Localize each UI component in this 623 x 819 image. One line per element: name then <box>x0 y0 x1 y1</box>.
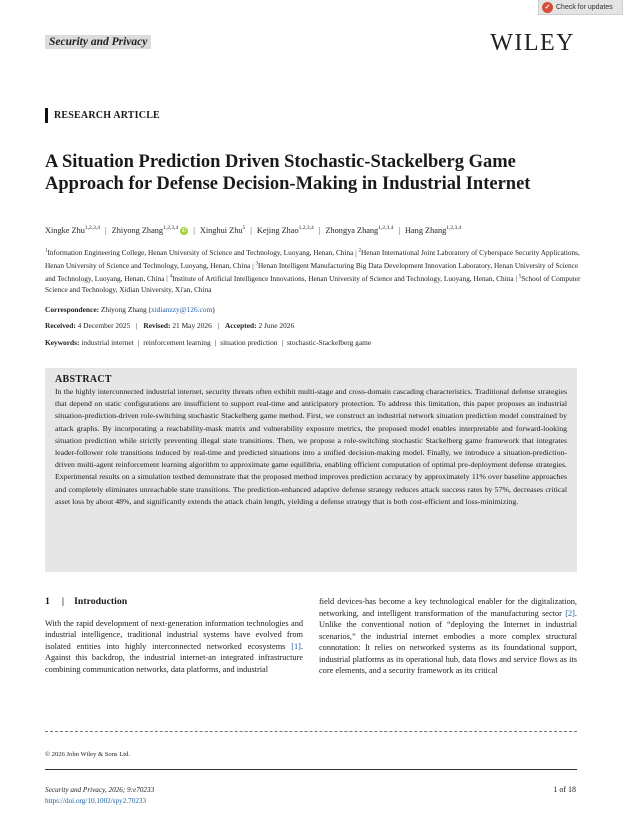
keyword: situation prediction <box>220 338 278 347</box>
keyword: stochastic-Stackelberg game <box>286 338 372 347</box>
article-type: RESEARCH ARTICLE <box>45 108 160 123</box>
doi-link[interactable]: https://doi.org/10.1002/spy2.70233 <box>45 796 147 805</box>
author-separator: | <box>398 225 400 235</box>
paper-title: A Situation Prediction Driven Stochastic-Stackelberg Game Approach for Defense Decision-Making in Industrial Internet <box>45 152 531 194</box>
author-affiliation-marker: 1,2,3,4 <box>298 225 314 231</box>
accepted-date: 2 June 2026 <box>258 321 295 330</box>
affiliations: $^1$Information Engineering College, Henan University of Science and Technology, Luoyang, Henan, China | $^2$Henan International Joint Laboratory of Cyberspace Security Applications, Henan University of Science and Technology, Luoyang, Henan, China | $^3$Henan Intelligent Manufacturing Big Data Development Innovation Laboratory, Henan University of Science and Technology, Luoyang, Henan, China | $^4$Institute of Artificial Intelligence Innovations, Henan University of Science and Technology, Luoyang, Henan, China | $^5$School of Computer Science and Technology, Xidian University, Xi'an, China <box>45 248 581 294</box>
accepted-label: Accepted: <box>224 321 257 330</box>
keyword: industrial internet <box>81 338 134 347</box>
section-separator: | <box>61 596 65 607</box>
received-label: Received: <box>45 321 76 330</box>
correspondence-name: Zhiyong Zhang <box>100 305 147 314</box>
citation-link[interactable]: [1] <box>291 641 301 651</box>
author-separator: | <box>193 225 195 235</box>
author-affiliation-marker: 5 <box>242 225 246 231</box>
column-left <box>45 596 303 675</box>
keywords: Keywords: industrial internet | reinforcement learning | situation prediction | stochastic-Stackelberg game <box>45 338 372 347</box>
author-affiliation-marker: 1,2,3,4 <box>163 225 179 231</box>
section-heading <box>45 596 303 608</box>
author-name[interactable]: Xinghui Zhu$^5$ <box>199 225 246 235</box>
section-number: 1 <box>45 596 50 607</box>
affiliation-item: $^4$Institute of Artificial Intelligence Innovations, Henan University of Science and Technology, Luoyang, Henan, China <box>169 273 514 283</box>
author-list <box>45 223 585 236</box>
journal-name: Security and Privacy <box>45 35 151 49</box>
citation-link[interactable]: [2] <box>565 608 575 618</box>
intro-paragraph-right: field devices-has become a key technological enabler for the digitalization, networking, and intelligent transformation of the manufacturing sector [2]. Unlike the conventional notion of “deploying the Internet in industrial scenarios,” the industrial internet embodies a more complex structural connotation: It relies on networked systems as its foundational support, industrial platforms as its operational hub, data flows and service flows as its core elements, and a security framework as its critical <box>319 597 577 675</box>
author-name[interactable]: Zhongya Zhang$^{1,2,3,4}$ <box>325 225 394 235</box>
author-separator: | <box>250 225 252 235</box>
correspondence-label: Correspondence: <box>45 305 100 314</box>
column-right <box>319 596 577 677</box>
affiliation-item: $^2$Henan International Joint Laboratory of Cyberspace Security Applications, Henan University of Science and Technology, Luoyang, Henan, China <box>45 248 580 271</box>
dates: Received: 4 December 2025 | Revised: 21 May 2026 | Accepted: 2 June 2026 <box>45 321 295 330</box>
abstract-text: In the highly interconnected industrial internet, security threats often exhibit multi-stage and cross-domain cascading characteristics. Traditional defense strategies that depend on static configurations are insufficient to support real-time and anticipatory protection. To address this limitation, this paper proposes an industrial situation-prediction-driven role-switching stochastic Stackelberg game method. First, we construct an industrial network situation prediction model constrained by attack graphs. By incorporating a reachability-mask matrix and vulnerability exposure metrics, the proposed model enables interpretable and forward-looking situation prediction while strictly preventing illegal state transitions. Then, we propose a role-switching stochastic Stackelberg game framework that integrates leader-follower role transitions induced by real-time and predicted situations into a unified decision-making model. Finally, we introduce a situation-prediction-driven multi-agent reinforcement learning algorithm to approximate game equilibria, enabling efficient computation of optimal pre-deployment defense strategies. Experimental results on a simulation testbed demonstrate that the proposed method improves prediction accuracy by approximately 11% over baseline approaches and completely eliminates unreachable state transitions. The prediction-enhanced adaptive defense strategy reduces attack success rates by 57%, decreases critical asset loss by about 48%, and significantly extends the attack chain length, yielding a defense strategy that is both cost-efficient and loss-minimizing. <box>55 387 567 506</box>
author-separator: | <box>318 225 321 235</box>
author-affiliation-marker: 1,2,3,4 <box>84 225 100 231</box>
affiliation-item: $^1$Information Engineering College, Henan University of Science and Technology, Luoyang, Henan, China <box>45 248 354 258</box>
orcid-icon[interactable]: iD <box>181 227 187 234</box>
keyword: reinforcement learning <box>143 338 211 347</box>
author-name[interactable]: Hang Zhang$^{1,2,3,4}$ <box>405 225 462 235</box>
citation-text: Security and Privacy, 2026; 9:e70233 <box>45 786 155 794</box>
author-affiliation-marker: 1,2,3,4 <box>446 225 462 231</box>
copyright: © 2026 John Wiley & Sons Ltd. <box>45 751 131 758</box>
affiliation-item: $^5$School of Computer Science and Technology, Xidian University, Xi'an, China <box>45 273 581 294</box>
keywords-label: Keywords: <box>45 338 80 347</box>
check-for-updates-button[interactable] <box>538 0 623 15</box>
intro-paragraph-left: With the rapid development of next-generation information technologies and industrial intelligence, traditional industrial systems have evolved from isolated entities into highly interconnected networked ecosystems [1]. Against this backdrop, the industrial internet-an integrated infrastructure combining communication networks, data platforms, and industrial <box>45 618 303 674</box>
footnote-divider <box>45 731 577 732</box>
received-date: 4 December 2025 <box>77 321 131 330</box>
check-updates-label: Check for updates <box>556 3 613 11</box>
footer-divider <box>45 769 577 770</box>
correspondence-email[interactable]: xidianzzy@126.com <box>151 305 213 314</box>
affiliation-item: $^3$Henan Intelligent Manufacturing Big Data Development Innovation Laboratory, Henan University of Science and Technology, Luoyang, Henan, China <box>45 261 579 283</box>
author-separator: | <box>105 225 107 235</box>
section-title: Introduction <box>74 596 128 607</box>
publisher-logo: WILEY <box>490 30 575 56</box>
abstract-box <box>45 368 577 572</box>
author-name[interactable]: Kejing Zhao$^{1,2,3,4}$ <box>256 225 314 235</box>
revised-label: Revised: <box>143 321 171 330</box>
footer-citation <box>45 785 154 806</box>
correspondence: Correspondence: Zhiyong Zhang (xidianzzy@126.com) <box>45 305 215 314</box>
author-name[interactable]: Xingke Zhu$^{1,2,3,4}$ <box>45 225 100 235</box>
revised-date: 21 May 2026 <box>172 321 212 330</box>
abstract-heading: ABSTRACT <box>55 374 112 385</box>
author-name[interactable]: Zhiyong Zhang$^{1,2,3,4}$ iD <box>111 225 187 235</box>
author-affiliation-marker: 1,2,3,4 <box>378 225 394 231</box>
page-number: 1 of 18 <box>553 785 576 794</box>
check-updates-icon: ✓ <box>542 2 553 13</box>
